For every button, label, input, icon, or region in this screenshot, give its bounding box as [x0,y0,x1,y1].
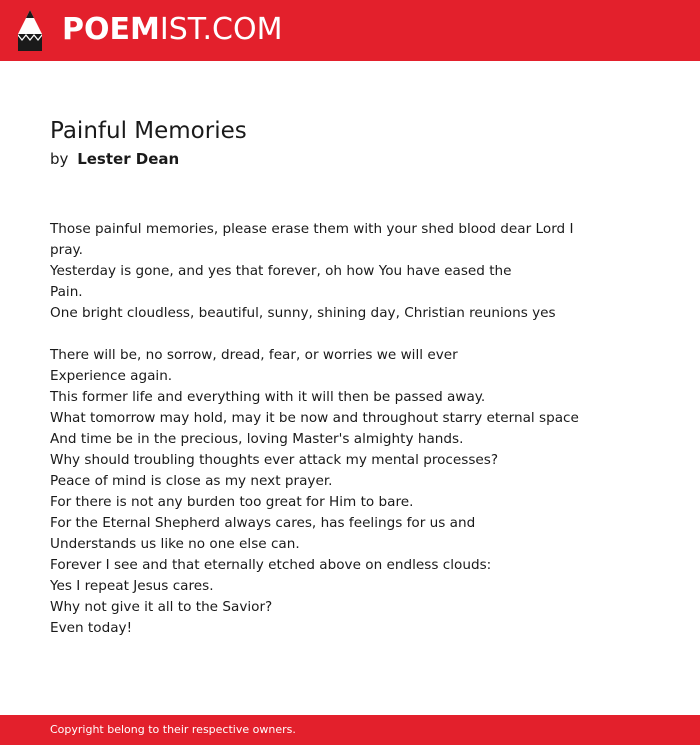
author-name: Lester Dean [77,150,180,168]
poem-line: Why should troubling thoughts ever attack my mental processes? [50,452,499,468]
poem-line: Pain. [50,284,83,300]
poem-line: Even today! [50,620,133,636]
poem-line: Why not give it all to the Savior? [50,599,273,615]
poem-line: For the Eternal Shepherd always cares, has feelings for us and [50,515,476,531]
poem-line: For there is not any burden too great for Him to bare. [50,494,414,510]
poem-body [50,219,610,639]
poem-line: Experience again. [50,368,173,384]
poem-line: Yesterday is gone, and yes that forever, oh how You have eased the [50,263,512,279]
poem-line: And time be in the precious, loving Master's almighty hands. [50,431,464,447]
poem-line: One bright cloudless, beautiful, sunny, shining day, Christian reunions yes [50,305,556,321]
poem-line: pray. [50,242,83,258]
pencil-icon[interactable] [18,10,42,51]
poem-line: There will be, no sorrow, dread, fear, or worries we will ever [50,347,458,363]
poem-line: Understands us like no one else can. [50,536,300,552]
site-footer [0,715,700,745]
site-logo[interactable] [62,12,282,48]
site-header [0,0,700,61]
stanza-break [50,324,610,345]
logo-bold-text: POEM [62,12,160,47]
by-label: by [50,150,69,168]
byline [50,148,179,170]
poem-line: This former life and everything with it will then be passed away. [50,389,486,405]
poem-line: Forever I see and that eternally etched above on endless clouds: [50,557,492,573]
poem-line: Yes I repeat Jesus cares. [50,578,214,594]
poem-line: What tomorrow may hold, may it be now and throughout starry eternal space [50,410,579,426]
copyright-text: Copyright belong to their respective owners. [50,723,296,736]
logo-rest-text: IST.COM [159,12,283,47]
poem-title: Painful Memories [50,118,247,144]
poem-line: Those painful memories, please erase them with your shed blood dear Lord I [50,221,574,237]
poem-line: Peace of mind is close as my next prayer. [50,473,333,489]
